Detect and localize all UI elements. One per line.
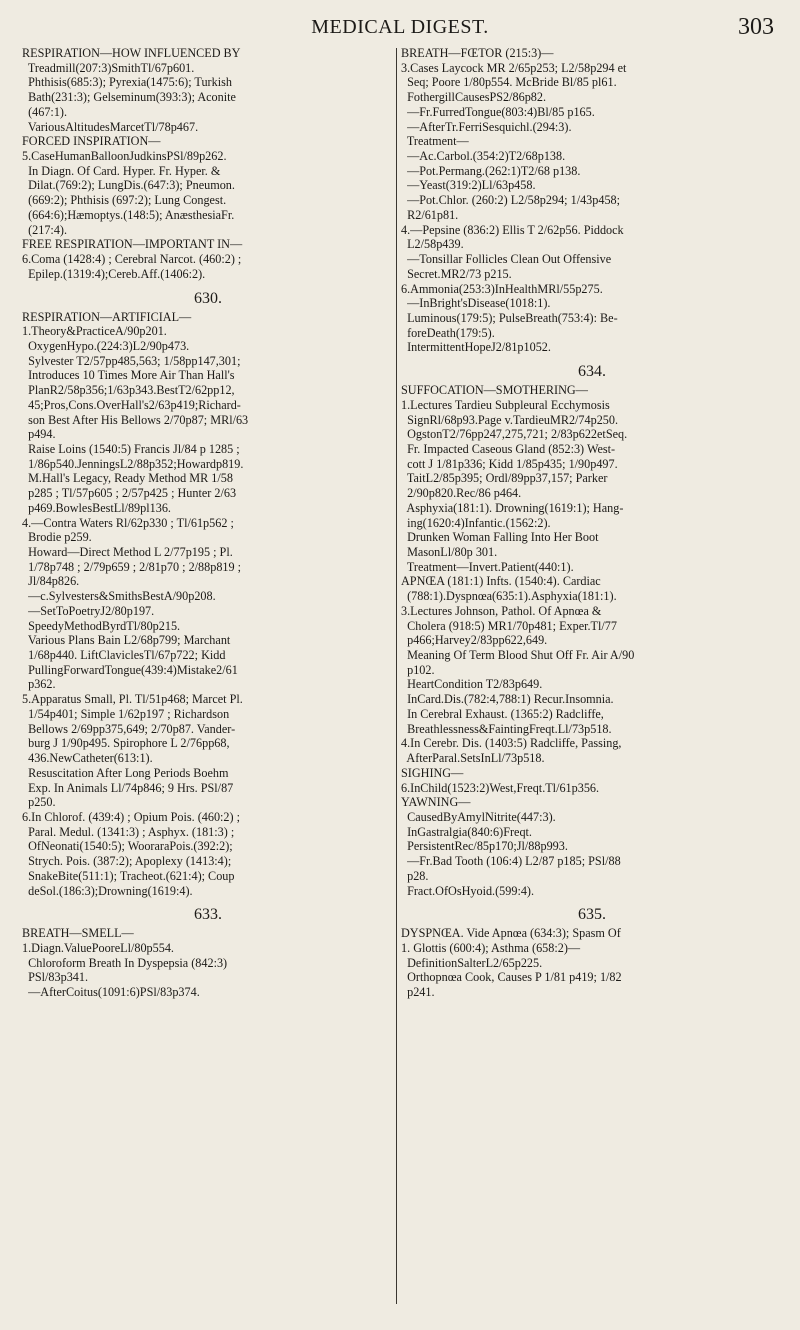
index-line: Fract.OfOsHyoid.(599:4). [401, 883, 535, 898]
index-line: InGastralgia(840:6)Freqt. [401, 824, 532, 839]
index-line: Introduces 10 Times More Air Than Hall's [22, 368, 235, 383]
index-line: Meaning Of Term Blood Shut Off Fr. Air A/90 [401, 648, 635, 663]
index-line: FothergillCausesPS2/86p82. [401, 90, 547, 105]
index-line: Strych. Pois. (387:2); Apoplexy (1413:4); [22, 854, 232, 869]
index-line: —Pot.Chlor. (260:2) L2/58p294; 1/43p458; [401, 193, 621, 208]
index-line: p362. [22, 677, 56, 692]
index-line: 3.Lectures Johnson, Pathol. Of Apnœa & [401, 603, 602, 618]
index-line: 6.In Chlorof. (439:4) ; Opium Pois. (460:2) ; [22, 809, 241, 824]
index-line: (664:6);Hæmoptys.(148:5); AnæsthesiaFr. [22, 207, 235, 222]
index-line: SIGHING— [401, 765, 464, 780]
index-line: foreDeath(179:5). [401, 325, 495, 340]
index-line: —Ac.Carbol.(354:2)T2/68p138. [401, 149, 566, 164]
right-column [401, 46, 783, 1000]
index-line: p285 ; Tl/57p605 ; 2/57p425 ; Hunter 2/63 [22, 486, 237, 501]
index-line: Raise Loins (1540:5) Francis Jl/84 p 1285 ; [22, 441, 240, 456]
index-line: 3.Cases Laycock MR 2/65p253; L2/58p294 et [401, 60, 627, 75]
index-line: 1. Glottis (600:4); Asthma (658:2)— [401, 940, 581, 955]
index-line: Treadmill(207:3)SmithTl/67p601. [22, 60, 195, 75]
index-line: Chloroform Breath In Dyspepsia (842:3) [22, 955, 228, 970]
index-line: FREE RESPIRATION—IMPORTANT IN— [22, 237, 243, 252]
index-line: Seq; Poore 1/80p554. McBride Bl/85 pl61. [401, 75, 617, 90]
index-line: —Fr.FurredTongue(803:4)Bl/85 p165. [401, 104, 595, 119]
index-line: Bath(231:3); Gelseminum(393:3); Aconite [22, 90, 236, 105]
index-line: Drunken Woman Falling Into Her Boot [401, 530, 599, 545]
index-line: OfNeonati(1540:5); WooraraPois.(392:2); [22, 839, 233, 854]
left-column [22, 46, 394, 1000]
index-line: ing(1620:4)Infantic.(1562:2). [401, 515, 551, 530]
index-line: burg J 1/90p495. Spirophore L 2/76pp68, [22, 736, 230, 751]
index-line: OxygenHypo.(224:3)L2/90p473. [22, 338, 190, 353]
index-line: 1/78p748 ; 2/79p659 ; 2/81p70 ; 2/88p819 ; [22, 559, 242, 574]
index-line: 2/90p820.Rec/86 p464. [401, 486, 522, 501]
index-line: SignRl/68p93.Page v.TardieuMR2/74p250. [401, 412, 619, 427]
index-line: 5.Apparatus Small, Pl. Tl/51p468; Marcet Pl. [22, 692, 243, 707]
index-line: p469.BowlesBestLl/89pl136. [22, 500, 171, 515]
index-line: Dilat.(769:2); LungDis.(647:3); Pneumon. [22, 178, 235, 193]
index-line: PSl/83p341. [22, 970, 89, 985]
index-line: p250. [22, 795, 56, 810]
index-line: L2/58p439. [401, 237, 464, 252]
index-line: CausedByAmylNitrite(447:3). [401, 809, 556, 824]
index-line: (788:1).Dyspnœa(635:1).Asphyxia(181:1). [401, 589, 617, 604]
index-line: In Cerebral Exhaust. (1365:2) Radcliffe, [401, 706, 604, 721]
index-line: SnakeBite(511:1); Tracheot.(621:4); Coup [22, 868, 235, 883]
index-line: Phthisis(685:3); Pyrexia(1475:6); Turkish [22, 75, 232, 90]
index-line: R2/61p81. [401, 207, 459, 222]
column-divider [396, 48, 397, 1304]
index-line: PlanR2/58p356;1/63p343.BestT2/62pp12, [22, 383, 235, 398]
index-line: Jl/84p826. [22, 574, 80, 589]
index-line: Howard—Direct Method L 2/77p195 ; Pl. [22, 545, 233, 559]
index-line: Secret.MR2/73 p215. [401, 266, 512, 281]
index-line: —c.Sylvesters&SmithsBestA/90p208. [22, 589, 216, 604]
index-line: DYSPNŒA. Vide Apnœa (634:3); Spasm Of [401, 926, 621, 941]
index-line: 6.InChild(1523:2)West,Freqt.Tl/61p356. [401, 780, 600, 795]
index-line: MasonLl/80p 301. [401, 545, 498, 559]
index-line: Orthopnœa Cook, Causes P 1/81 p419; 1/82 [401, 970, 622, 985]
index-line: Resuscitation After Long Periods Boehm [22, 765, 229, 780]
index-line: Bellows 2/69pp375,649; 2/70p87. Vander- [22, 721, 236, 736]
index-line: (467:1). [22, 104, 68, 119]
index-line: 1.Lectures Tardieu Subpleural Ecchymosis [401, 397, 610, 412]
index-line: —SetToPoetryJ2/80p197. [22, 603, 155, 618]
index-line: 1/86p540.JenningsL2/88p352;Howardp819. [22, 456, 244, 471]
index-line: 1.Theory&PracticeA/90p201. [22, 324, 167, 339]
index-line: —Tonsillar Follicles Clean Out Offensive [401, 252, 612, 267]
index-line: p494. [22, 427, 56, 442]
index-line: p28. [401, 868, 429, 883]
index-line: p241. [401, 985, 435, 1000]
index-line: APNŒA (181:1) Infts. (1540:4). Cardiac [401, 574, 601, 589]
index-line: Luminous(179:5); PulseBreath(753:4): Be- [401, 310, 618, 325]
index-line: PersistentRec/85p170;Jl/88p993. [401, 839, 568, 854]
index-line: RESPIRATION—ARTIFICIAL— [22, 309, 192, 324]
index-line: p102. [401, 662, 435, 677]
index-line: p466;Harvey2/83pp622,649. [401, 633, 548, 648]
index-line: Treatment—Invert.Patient(440:1). [401, 559, 574, 574]
index-line: Cholera (918:5) MR1/70p481; Exper.Tl/77 [401, 618, 617, 633]
index-line: Breathlessness&FaintingFreqt.Ll/73p518. [401, 721, 612, 736]
section-number: 630. [194, 289, 222, 307]
index-line: Sylvester T2/57pp485,563; 1/58pp147,301; [22, 353, 241, 368]
index-line: son Best After His Bellows 2/70p87; MRl/63 [22, 412, 249, 427]
index-line: Exp. In Animals Ll/74p846; 9 Hrs. PSl/87 [22, 780, 234, 795]
index-line: —AfterCoitus(1091:6)PSl/83p374. [22, 985, 200, 1000]
index-line: cott J 1/81p336; Kidd 1/85p435; 1/90p497. [401, 456, 618, 471]
index-line: Brodie p259. [22, 530, 92, 545]
running-title: MEDICAL DIGEST. [311, 16, 489, 38]
index-line: 436.NewCatheter(613:1). [22, 751, 153, 766]
index-line: Asphyxia(181:1). Drowning(1619:1); Hang- [401, 500, 624, 515]
index-line: HeartCondition T2/83p649. [401, 677, 543, 692]
index-line: 4.—Pepsine (836:2) Ellis T 2/62p56. Piddock [401, 222, 624, 237]
index-line: 4.In Cerebr. Dis. (1403:5) Radcliffe, Passing, [401, 736, 622, 751]
index-line: SpeedyMethodByrdTl/80p215. [22, 618, 181, 633]
index-line: M.Hall's Legacy, Ready Method MR 1/58 [22, 471, 233, 486]
index-line: deSol.(186:3);Drowning(1619:4). [22, 883, 193, 898]
index-line: RESPIRATION—HOW INFLUENCED BY [22, 46, 241, 60]
index-line: Various Plans Bain L2/68p799; Marchant [22, 633, 231, 648]
page-number: 303 [738, 14, 774, 40]
index-line: YAWNING— [401, 795, 471, 810]
index-line: 1/68p440. LiftClaviclesTl/67p722; Kidd [22, 648, 226, 663]
index-line: Epilep.(1319:4);Cereb.Aff.(1406:2). [22, 266, 206, 281]
index-line: In Diagn. Of Card. Hyper. Fr. Hyper. & [22, 163, 221, 178]
index-line: AfterParal.SetsInLl/73p518. [401, 751, 545, 766]
index-line: —AfterTr.FerriSesquichl.(294:3). [401, 119, 572, 134]
index-line: PullingForwardTongue(439:4)Mistake2/61 [22, 662, 238, 677]
index-line: 4.—Contra Waters Rl/62p330 ; Tl/61p562 ; [22, 515, 234, 530]
page-header [0, 14, 800, 42]
index-line: (669:2); Phthisis (697:2); Lung Congest. [22, 193, 227, 208]
index-line: —Yeast(319:2)Ll/63p458. [401, 178, 536, 193]
index-line: 1/54p401; Simple 1/62p197 ; Richardson [22, 706, 230, 721]
index-line: DefinitionSalterL2/65p225. [401, 955, 543, 970]
index-line: —Pot.Permang.(262:1)T2/68 p138. [401, 163, 581, 178]
index-line: —InBright'sDisease(1018:1). [401, 296, 551, 311]
index-line: Paral. Medul. (1341:3) ; Asphyx. (181:3) ; [22, 824, 235, 839]
index-line: 6.Coma (1428:4) ; Cerebral Narcot. (460:2) ; [22, 252, 242, 267]
index-line: 45;Pros,Cons.OverHall's2/63p419;Richard- [22, 397, 241, 412]
index-line: IntermittentHopeJ2/81p1052. [401, 340, 551, 355]
index-line: Fr. Impacted Caseous Gland (852:3) West- [401, 441, 616, 456]
index-line: FORCED INSPIRATION— [22, 134, 161, 149]
index-line: 5.CaseHumanBalloonJudkinsPSl/89p262. [22, 149, 227, 164]
index-line: (217:4). [22, 222, 68, 237]
index-line: Treatment— [401, 134, 469, 149]
index-line: VariousAltitudesMarcetTl/78p467. [22, 119, 199, 134]
index-line: InCard.Dis.(782:4,788:1) Recur.Insomnia. [401, 692, 614, 707]
index-line: —Fr.Bad Tooth (106:4) L2/87 p185; PSl/88 [401, 854, 621, 869]
index-line: TaitL2/85p395; Ordl/89pp37,157; Parker [401, 471, 608, 486]
index-line: BREATH—SMELL— [22, 926, 134, 941]
section-number: 635. [578, 906, 606, 924]
index-line: 1.Diagn.ValuePooreLl/80p554. [22, 940, 174, 955]
index-line: OgstonT2/76pp247,275,721; 2/83p622etSeq. [401, 427, 628, 442]
index-line: BREATH—FŒTOR (215:3)— [401, 46, 554, 60]
section-number: 633. [194, 906, 222, 924]
index-line: 6.Ammonia(253:3)InHealthMRl/55p275. [401, 281, 603, 296]
index-line: SUFFOCATION—SMOTHERING— [401, 383, 588, 398]
section-number: 634. [578, 363, 606, 381]
